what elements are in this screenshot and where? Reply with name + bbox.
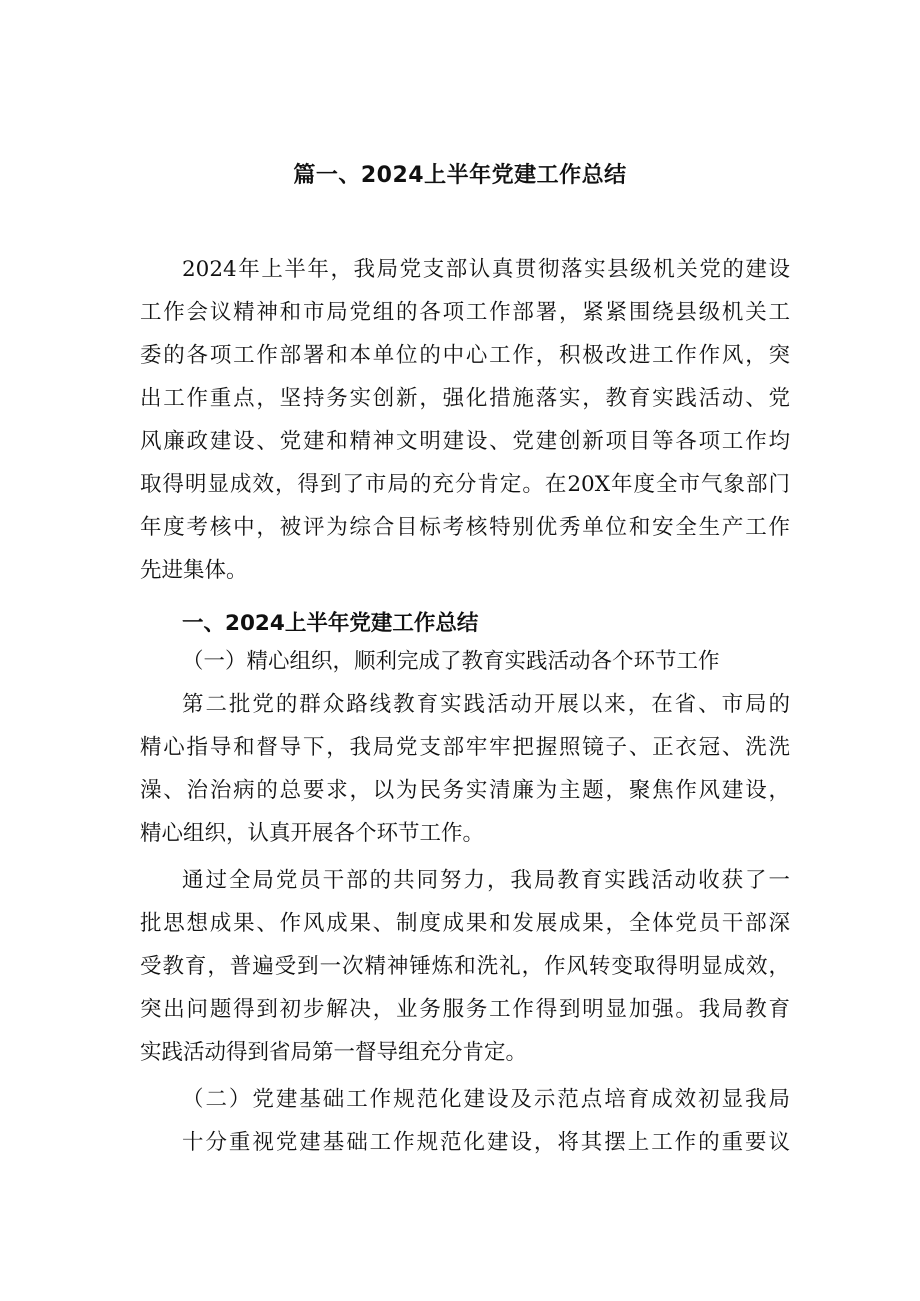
intro-line-1: 2024年上半年，我局党支部认真贯彻落实县级机关党的建设	[182, 257, 790, 282]
subsection-heading-2: （二）党建基础工作规范化建设及示范点培育成效初显我局	[182, 1087, 790, 1112]
para2-line-5: 实践活动得到省局第一督导组充分肯定。	[140, 1040, 528, 1065]
para2-line-3: 受教育，普遍受到一次精神锤炼和洗礼，作风转变取得明显成效，	[140, 954, 790, 979]
intro-line-5: 风廉政建设、党建和精神文明建设、党建创新项目等各项工作均	[140, 429, 790, 454]
intro-line-2: 工作会议精神和市局党组的各项工作部署，紧紧围绕县级机关工	[140, 300, 790, 325]
intro-line-3: 委的各项工作部署和本单位的中心工作，积极改进工作作风，突	[140, 343, 790, 368]
para2-line-4: 突出问题得到初步解决，业务服务工作得到明显加强。我局教育	[140, 997, 790, 1022]
para1-line-2: 精心指导和督导下，我局党支部牢牢把握照镜子、正衣冠、洗洗	[140, 735, 790, 760]
para3-line-1: 十分重视党建基础工作规范化建设，将其摆上工作的重要议	[182, 1130, 790, 1155]
para2-line-1: 通过全局党员干部的共同努力，我局教育实践活动收获了一	[182, 868, 790, 893]
intro-line-7: 年度考核中，被评为综合目标考核特别优秀单位和安全生产工作	[140, 515, 790, 540]
para1-line-4: 精心组织，认真开展各个环节工作。	[140, 821, 485, 846]
para1-line-3: 澡、治治病的总要求，以为民务实清廉为主题，聚焦作风建设，	[140, 778, 790, 803]
para1-line-1: 第二批党的群众路线教育实践活动开展以来，在省、市局的	[182, 692, 790, 717]
section-heading: 一、2024上半年党建工作总结	[182, 611, 479, 636]
intro-line-8: 先进集体。	[140, 558, 248, 583]
intro-line-4: 出工作重点，坚持务实创新，强化措施落实，教育实践活动、党	[140, 386, 790, 411]
para2-line-2: 批思想成果、作风成果、制度成果和发展成果，全体党员干部深	[140, 911, 790, 936]
intro-line-6: 取得明显成效，得到了市局的充分肯定。在20X年度全市气象部门	[140, 472, 790, 497]
document-title: 篇一、2024上半年党建工作总结	[293, 163, 627, 188]
subsection-heading-1: （一）精心组织，顺利完成了教育实践活动各个环节工作	[182, 649, 720, 674]
